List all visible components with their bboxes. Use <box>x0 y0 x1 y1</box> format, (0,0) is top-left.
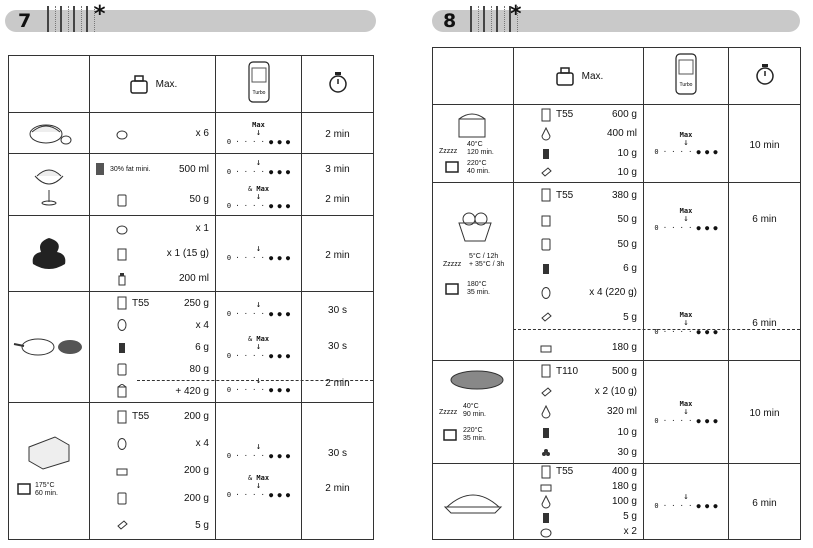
recipe-table-left <box>8 55 374 540</box>
flour-icon <box>540 108 552 122</box>
sugar-jar-icon <box>116 491 128 505</box>
sugar-jar-icon <box>116 362 128 376</box>
svg-text:Turbo: Turbo <box>679 81 693 88</box>
header-quantity-cell <box>90 56 216 113</box>
butter-icon <box>116 464 128 478</box>
egg-white-icon <box>116 222 128 236</box>
seeds-icon <box>540 446 552 460</box>
yeast-icon <box>540 385 552 399</box>
header-time-cell <box>302 56 374 113</box>
milk-carton-icon <box>116 384 128 398</box>
time-value: 2 min <box>325 129 350 140</box>
header-speed-cell <box>216 56 302 113</box>
scale-icon <box>554 65 576 87</box>
speed-setting: ↓ 0 · · · · ● ● ● <box>226 299 291 318</box>
egg-icon <box>540 286 552 300</box>
bread-loaf-icon <box>455 111 491 139</box>
recipe-row-meringue: x 1 x 1 (15 g) 200 ml ↓ 0 · · · · ● ● ● 2 min <box>9 216 374 292</box>
dashed-separator <box>513 329 800 330</box>
flour-icon <box>540 364 552 378</box>
header-empty-cell <box>9 56 90 113</box>
pie-icon <box>443 487 503 517</box>
brioche-icon <box>455 209 495 243</box>
down-arrow-icon: ↓ <box>255 127 262 138</box>
sugar-jar-icon <box>116 193 128 207</box>
max-label: Max. <box>581 70 604 82</box>
yeast-icon <box>540 310 552 324</box>
ingredient-line: 30% fat mini. 500 ml <box>90 160 215 178</box>
speed-setting: ↓ 0 · · · · ● ● ● <box>654 492 718 510</box>
oven-icon <box>445 161 459 173</box>
egg-icon <box>116 318 128 332</box>
speed-setting: Max ↓ 0 · · · · ● ● ● <box>654 207 718 233</box>
butter-icon <box>540 341 552 355</box>
cream-carton-icon <box>94 162 106 176</box>
butter-icon <box>540 480 552 494</box>
flour-icon <box>540 188 552 202</box>
speed-setting: ↓ 0 · · · · ● ● ● <box>226 244 291 262</box>
recipe-row-whipped-eggs <box>9 113 374 154</box>
speed-setting: Max ↓ 0 · · · · ● ● ● <box>654 131 718 156</box>
whisk-attachments-icon <box>47 6 95 32</box>
swirl-dessert-icon <box>27 234 71 274</box>
page-number-right: 8 <box>443 10 457 32</box>
recipe-row-pie: T55 400 g 180 g 100 g 5 g x 2 ↓ 0 · · · · ● ● ● 6 min <box>433 464 801 540</box>
baguette-icon <box>449 369 505 391</box>
recipe-row-brioche: Zzzzz 5°C / 12h + 35°C / 3h 180°C 35 min. T55 380 g 50 g 50 g 6 g x 4 (220 g) 5 g 180 g Max ↓ 0 · · · · ● ● ● Max ↓ 0 · · · · ● ● ● 6 min 6 min <box>433 183 801 361</box>
dish-image-cell <box>9 113 90 154</box>
mixer-icon <box>674 52 698 96</box>
sugar-jar-icon <box>540 237 552 251</box>
jar-icon <box>116 247 128 261</box>
svg-text:Turbo: Turbo <box>252 89 265 96</box>
scale-icon <box>128 73 150 95</box>
crepe-pan-icon <box>12 332 86 362</box>
flour-icon <box>540 465 552 479</box>
water-icon <box>540 127 552 141</box>
speed-setting: ↓ 0 · · · · ● ● ● <box>226 442 291 460</box>
yeast-icon <box>116 518 128 532</box>
table-header-row <box>9 56 374 113</box>
salt-icon <box>540 510 552 524</box>
mousse-bowl-icon <box>24 118 74 148</box>
salt-icon <box>116 340 128 354</box>
speed-setting: & Max ↓ 0 · · · · ● ● ● <box>226 474 291 499</box>
ingredient-line: 50 g <box>90 191 215 209</box>
speed-setting: Max ↓ 0 · · · · ● ● ● <box>216 121 301 146</box>
recipe-row-bread: Zzzzz 40°C 120 min. 220°C 40 min. T55 600 g 400 ml 10 g 10 g Max ↓ 0 · · · · ● ● ● 10 min <box>433 105 801 183</box>
recipe-row-whipped-cream: 30% fat mini. 500 ml 50 g ↓ 0 · · · · ● ● ● & Max ↓ 0 · · · · ● ● ● 3 min 2 min <box>9 154 374 216</box>
mixer-icon <box>247 60 271 104</box>
flour-icon <box>116 296 128 310</box>
cream-cup-icon <box>29 162 69 208</box>
recipe-row-cake: 175°C 60 min. T55 200 g x 4 200 g 200 g 5 g ↓ 0 · · · · ● ● ● & Max ↓ 0 · · · · ● ● ● 30 s 2 min <box>9 403 374 540</box>
water-icon <box>540 405 552 419</box>
oven-icon <box>445 283 459 295</box>
ingredient-qty: x 6 <box>195 127 209 139</box>
egg-white-icon <box>540 525 552 539</box>
eggs-bowl-icon <box>116 126 128 140</box>
recipe-table-right <box>432 47 801 540</box>
speed-setting: Max ↓ 0 · · · · ● ● ● <box>654 310 718 336</box>
egg-icon <box>116 437 128 451</box>
flour-icon <box>116 410 128 424</box>
stopwatch-icon <box>754 62 776 86</box>
dashed-separator <box>137 380 373 381</box>
speed-setting: ↓ 0 · · · · ● ● ● <box>226 375 291 394</box>
asterisk-left: * <box>94 2 106 27</box>
oven-icon <box>443 429 457 441</box>
table-header-row <box>433 48 801 105</box>
speed-setting: ↓ 0 · · · · ● ● ● <box>226 157 291 176</box>
salt-icon <box>540 261 552 275</box>
cake-slice-icon <box>25 431 73 471</box>
speed-setting: & Max ↓ 0 · · · · ● ● ● <box>226 185 291 211</box>
recipe-row-crepes: T55 250 g x 4 6 g 80 g + 420 g ↓ 0 · · · · ● ● ● & Max ↓ 0 · · · · ● ● ● ↓ 0 · · · · ● ● ● 30 s 30 s 2 min <box>9 292 374 403</box>
recipe-row-wholemeal-bread: Zzzzz 40°C 90 min. 220°C 35 min. T110 500 g x 2 (10 g) 320 ml 10 g 30 g Max ↓ 0 · · · · ● ● ● 10 min <box>433 361 801 464</box>
oven-setting: 175°C 60 min. <box>35 482 58 497</box>
ingredient-line <box>90 124 215 142</box>
oven-icon <box>17 483 31 495</box>
yeast-icon <box>540 165 552 179</box>
asterisk-right: * <box>510 2 522 27</box>
max-label: Max. <box>155 78 178 90</box>
page-number-left: 7 <box>18 10 32 32</box>
speed-setting: & Max ↓ 0 · · · · ● ● ● <box>226 334 291 360</box>
water-icon <box>540 495 552 509</box>
salt-icon <box>540 425 552 439</box>
speed-setting: Max ↓ 0 · · · · ● ● ● <box>654 399 718 425</box>
salt-icon <box>540 146 552 160</box>
stopwatch-icon <box>327 70 349 94</box>
milk-bottle-icon <box>116 272 128 286</box>
milk-carton-icon <box>540 213 552 227</box>
